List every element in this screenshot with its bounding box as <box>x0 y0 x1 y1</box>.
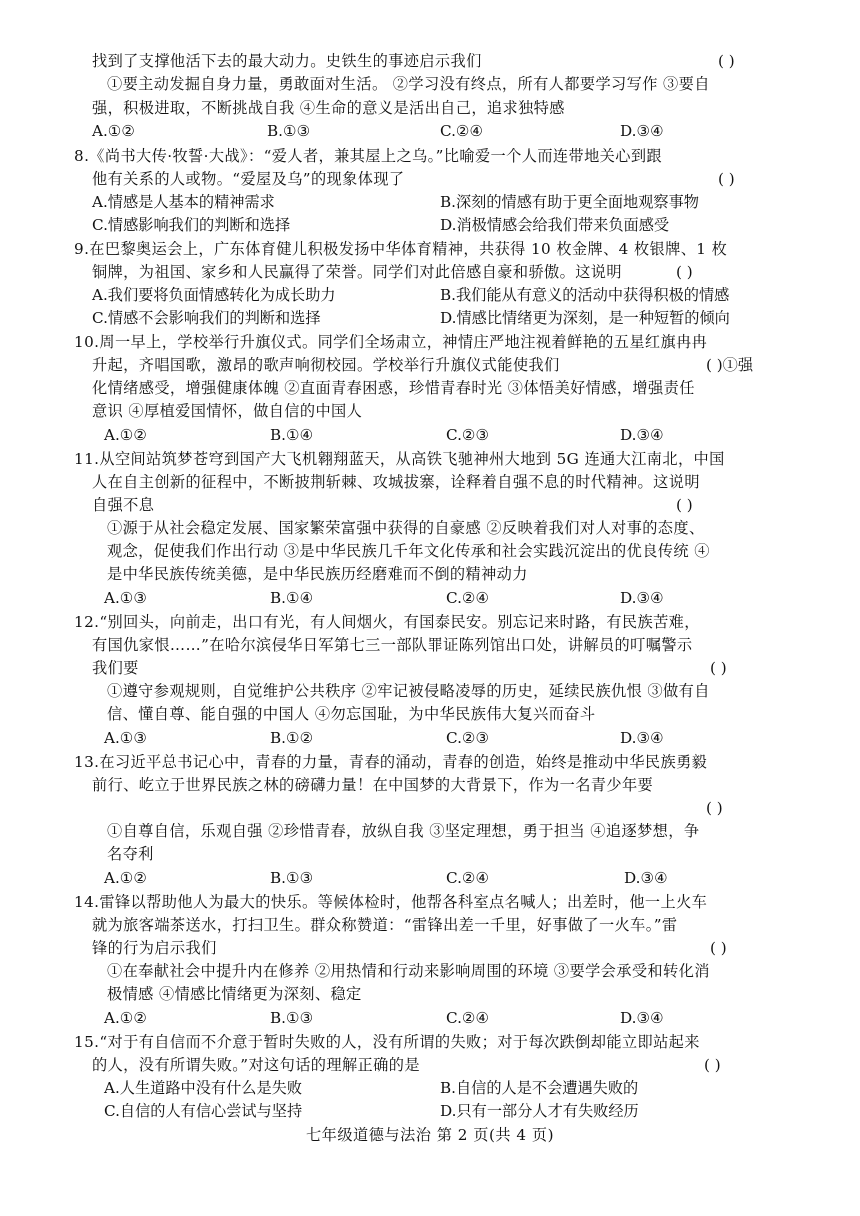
q14-option-b: B.①③ <box>270 1009 314 1027</box>
q11-answer-paren: ( ) <box>676 496 693 514</box>
q11-statements-line3: 是中华民族传统美德，是中华民族历经磨难而不倒的精神动力 <box>107 565 528 583</box>
q8-stem-line1: 8.《尚书大传·牧誓·大战》：“爱人者，兼其屋上之乌。”比喻爱一个人而连带地关心到跟 <box>74 147 663 165</box>
q12-option-b: B.①② <box>270 729 314 747</box>
q12-stem-line2: 有国仇家恨……”在哈尔滨侵华日军第七三一部队罪证陈列馆出口处，讲解员的叮嘱警示 <box>92 636 693 654</box>
q12-statements-line2: 信、懂自尊、能自强的中国人 ④勿忘国耻，为中华民族伟大复兴而奋斗 <box>107 705 596 723</box>
page-footer: 七年级道德与法治 第 2 页(共 4 页) <box>305 1126 555 1144</box>
q12-stem-line3: 我们要 <box>92 659 139 677</box>
q9-answer-paren: ( ) <box>676 263 693 281</box>
q10-stem-line2: 升起，齐唱国歌，激昂的歌声响彻校园。学校举行升旗仪式能使我们 <box>92 356 560 374</box>
q7-statements-line2: 强，积极进取，不断挑战自我 ④生命的意义是活出自己，追求独特感 <box>92 99 565 117</box>
q7-answer-paren: ( ) <box>718 52 735 70</box>
q11-option-c: C.②④ <box>446 589 490 607</box>
q10-option-a: A.①② <box>104 426 148 444</box>
q9-option-d: D.情感比情绪更为深刻，是一种短暂的倾向 <box>440 309 730 327</box>
q8-option-c: C.情感影响我们的判断和选择 <box>92 216 291 234</box>
q12-statements-line1: ①遵守参观规则，自觉维护公共秩序 ②牢记被侵略凌辱的历史，延续民族仇恨 ③做有自 <box>107 682 710 700</box>
q13-statements-line2: 名夺利 <box>107 845 154 863</box>
q12-answer-paren: ( ) <box>710 659 727 677</box>
q14-option-a: A.①② <box>104 1009 148 1027</box>
q15-option-a: A.人生道路中没有什么是失败 <box>104 1079 303 1097</box>
q10-statements-line2: 意识 ④厚植爱国情怀，做自信的中国人 <box>92 402 363 420</box>
q7-option-a: A.①② <box>92 122 136 140</box>
q13-statements-line1: ①自尊自信，乐观自强 ②珍惜青春，放纵自我 ③坚定理想，勇于担当 ④追逐梦想，争 <box>107 822 700 840</box>
q13-answer-paren: ( ) <box>706 799 723 817</box>
q10-stem-line1: 10.周一早上，学校举行升旗仪式。同学们全场肃立，神情庄严地注视着鲜艳的五星红旗冉冉 <box>74 333 708 351</box>
q11-statements-line1: ①源于从社会稳定发展、国家繁荣富强中获得的自豪感 ②反映着我们对人对事的态度、 <box>107 519 705 537</box>
q11-option-d: D.③④ <box>620 589 664 607</box>
q8-option-d: D.消极情感会给我们带来负面感受 <box>440 216 670 234</box>
q12-option-a: A.①③ <box>104 729 148 747</box>
q14-stem-line2: 就为旅客端茶送水，打扫卫生。群众称赞道：“雷锋出差一千里，好事做了一火车。”雷 <box>92 916 678 934</box>
q9-stem-line2: 铜牌，为祖国、家乡和人民赢得了荣誉。同学们对此倍感自豪和骄傲。这说明 <box>92 263 622 281</box>
q10-answer-paren: ( )①强 <box>706 356 754 374</box>
q7-option-c: C.②④ <box>440 122 484 140</box>
q14-statements-line2: 极情感 ④情感比情绪更为深刻、稳定 <box>107 985 362 1003</box>
q7-option-b: B.①③ <box>267 122 311 140</box>
q15-stem-line1: 15.“对于有自信而不介意于暂时失败的人，没有所谓的失败；对于每次跌倒却能立即站起来 <box>74 1033 700 1051</box>
q7-option-d: D.③④ <box>620 122 664 140</box>
q11-option-a: A.①③ <box>104 589 148 607</box>
q10-statements-line1: 化情绪感受，增强健康体魄 ②直面青春困惑，珍惜青春时光 ③体悟美好情感，增强责任 <box>92 379 695 397</box>
q9-option-c: C.情感不会影响我们的判断和选择 <box>92 309 321 327</box>
q8-option-b: B.深刻的情感有助于更全面地观察事物 <box>440 193 699 211</box>
q10-option-b: B.①④ <box>270 426 314 444</box>
q9-option-b: B.我们能从有意义的活动中获得积极的情感 <box>440 286 730 304</box>
q11-statements-line2: 观念，促使我们作出行动 ③是中华民族几千年文化传承和社会实践沉淀出的优良传统 ④ <box>107 542 710 560</box>
q12-option-c: C.②③ <box>446 729 490 747</box>
q11-stem-line1: 11.从空间站筑梦苍穹到国产大飞机翱翔蓝天，从高铁飞驰神州大地到 5G 连通大江南北，中国 <box>74 450 725 468</box>
q11-stem-line2: 人在自主创新的征程中，不断披荆斩棘、攻城拔寨，诠释着自强不息的时代精神。这说明 <box>92 473 700 491</box>
q10-option-d: D.③④ <box>620 426 664 444</box>
q15-option-b: B.自信的人是不会遭遇失败的 <box>440 1079 639 1097</box>
q10-option-c: C.②③ <box>446 426 490 444</box>
q13-stem-line2: 前行、屹立于世界民族之林的磅礴力量！在中国梦的大背景下，作为一名青少年要 <box>92 776 654 794</box>
q11-option-b: B.①④ <box>270 589 314 607</box>
q9-stem-line1: 9.在巴黎奥运会上，广东体育健儿积极发扬中华体育精神，共获得 10 枚金牌、4 枚银牌、1 枚 <box>74 240 728 258</box>
q13-option-a: A.①② <box>104 869 148 887</box>
q15-option-d: D.只有一部分人才有失败经历 <box>440 1102 639 1120</box>
q13-option-b: B.①③ <box>270 869 314 887</box>
q14-option-c: C.②④ <box>446 1009 490 1027</box>
q8-answer-paren: ( ) <box>718 170 735 188</box>
q12-stem-line1: 12.“别回头，向前走，出口有光，有人间烟火，有国泰民安。别忘记来时路，有民族苦难， <box>74 613 700 631</box>
q14-stem-line1: 14.雷锋以帮助他人为最大的快乐。等候体检时，他帮各科室点名喊人；出差时，他一上火车 <box>74 893 708 911</box>
q9-option-a: A.我们要将负面情感转化为成长助力 <box>92 286 336 304</box>
q13-option-d: D.③④ <box>624 869 668 887</box>
q15-option-c: C.自信的人有信心尝试与坚持 <box>104 1102 303 1120</box>
q15-stem-line2: 的人，没有所谓失败。”对这句话的理解正确的是 <box>92 1056 420 1074</box>
q7-stem-tail: 找到了支撑他活下去的最大动力。史铁生的事迹启示我们 <box>92 52 482 70</box>
q14-answer-paren: ( ) <box>710 939 727 957</box>
q13-option-c: C.②④ <box>446 869 490 887</box>
q12-option-d: D.③④ <box>620 729 664 747</box>
q14-option-d: D.③④ <box>620 1009 664 1027</box>
q11-stem-line3: 自强不息 <box>92 496 155 514</box>
q15-answer-paren: ( ) <box>704 1056 721 1074</box>
q8-option-a: A.情感是人基本的精神需求 <box>92 193 275 211</box>
q8-stem-line2: 他有关系的人或物。“爱屋及乌”的现象体现了 <box>92 170 405 188</box>
q14-stem-line3: 锋的行为启示我们 <box>92 939 217 957</box>
q14-statements-line1: ①在奉献社会中提升内在修养 ②用热情和行动来影响周围的环境 ③要学会承受和转化消 <box>107 962 710 980</box>
q13-stem-line1: 13.在习近平总书记心中，青春的力量，青春的涌动，青春的创造，始终是推动中华民族勇毅 <box>74 753 708 771</box>
q7-statements-line1: ①要主动发掘自身力量，勇敢面对生活。 ②学习没有终点，所有人都要学习写作 ③要自 <box>107 75 710 93</box>
